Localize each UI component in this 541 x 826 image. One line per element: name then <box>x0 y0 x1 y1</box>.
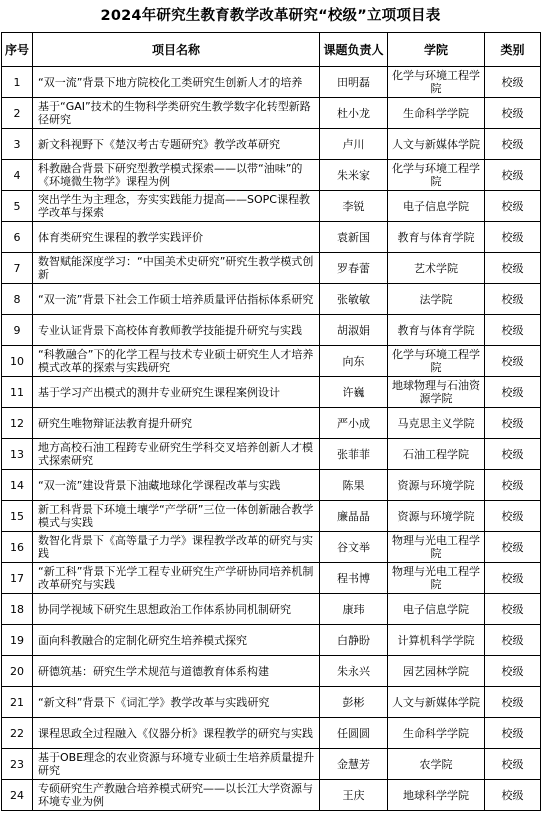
cell-leader: 金慧芳 <box>320 749 388 780</box>
cell-college: 地球科学学院 <box>388 780 485 811</box>
cell-project-name: 地方高校石油工程跨专业研究生学科交叉培养创新人才模式探索研究 <box>33 439 320 470</box>
cell-project-name: 专硕研究生产教融合培养模式研究——以长江大学资源与环境专业为例 <box>33 780 320 811</box>
cell-category: 校级 <box>485 284 541 315</box>
cell-category: 校级 <box>485 67 541 98</box>
table-row <box>2 470 541 501</box>
cell-college: 农学院 <box>388 749 485 780</box>
cell-college: 马克思主义学院 <box>388 408 485 439</box>
table-row <box>2 408 541 439</box>
table-row <box>2 222 541 253</box>
table-row <box>2 780 541 811</box>
header-num: 序号 <box>2 33 33 67</box>
cell-college: 生命科学学院 <box>388 98 485 129</box>
cell-project-name: 专业认证背景下高校体育教师教学技能提升研究与实践 <box>33 315 320 346</box>
cell-project-name: “新工科”背景下光学工程专业研究生产学研协同培养机制改革研究与实践 <box>33 563 320 594</box>
cell-category: 校级 <box>485 718 541 749</box>
cell-leader: 李锐 <box>320 191 388 222</box>
cell-project-name: 协同学视域下研究生思想政治工作体系协同机制研究 <box>33 594 320 625</box>
table-row <box>2 346 541 377</box>
cell-leader: 陈果 <box>320 470 388 501</box>
cell-leader: 袁新国 <box>320 222 388 253</box>
cell-category: 校级 <box>485 470 541 501</box>
cell-leader: 任圆圆 <box>320 718 388 749</box>
cell-leader: 彭彬 <box>320 687 388 718</box>
cell-college: 化学与环境工程学院 <box>388 67 485 98</box>
cell-college: 石油工程学院 <box>388 439 485 470</box>
cell-num: 9 <box>2 315 33 346</box>
cell-category: 校级 <box>485 346 541 377</box>
cell-college: 电子信息学院 <box>388 594 485 625</box>
cell-college: 资源与环境学院 <box>388 470 485 501</box>
cell-project-name: 新文科视野下《楚汉考古专题研究》教学改革研究 <box>33 129 320 160</box>
table-row <box>2 191 541 222</box>
cell-leader: 廉晶晶 <box>320 501 388 532</box>
cell-num: 15 <box>2 501 33 532</box>
cell-college: 艺术学院 <box>388 253 485 284</box>
cell-leader: 田明磊 <box>320 67 388 98</box>
table-body <box>2 67 541 811</box>
cell-project-name: 基于学习产出模式的测井专业研究生课程案例设计 <box>33 377 320 408</box>
cell-num: 21 <box>2 687 33 718</box>
cell-leader: 卢川 <box>320 129 388 160</box>
table-row <box>2 377 541 408</box>
cell-category: 校级 <box>485 253 541 284</box>
cell-project-name: 新工科背景下环境土壤学“产学研”三位一体创新融合教学模式与实践 <box>33 501 320 532</box>
project-table <box>1 32 541 811</box>
cell-num: 4 <box>2 160 33 191</box>
cell-num: 14 <box>2 470 33 501</box>
cell-college: 人文与新媒体学院 <box>388 129 485 160</box>
cell-num: 17 <box>2 563 33 594</box>
cell-num: 20 <box>2 656 33 687</box>
table-row <box>2 501 541 532</box>
cell-college: 生命科学学院 <box>388 718 485 749</box>
cell-category: 校级 <box>485 563 541 594</box>
cell-category: 校级 <box>485 532 541 563</box>
table-row <box>2 98 541 129</box>
cell-num: 12 <box>2 408 33 439</box>
cell-leader: 谷文举 <box>320 532 388 563</box>
cell-project-name: 数智赋能深度学习：“中国美术史研究”研究生教学模式创新 <box>33 253 320 284</box>
cell-college: 物理与光电工程学院 <box>388 532 485 563</box>
table-row <box>2 532 541 563</box>
table-row <box>2 594 541 625</box>
cell-category: 校级 <box>485 656 541 687</box>
cell-college: 园艺园林学院 <box>388 656 485 687</box>
table-row <box>2 315 541 346</box>
cell-category: 校级 <box>485 749 541 780</box>
cell-project-name: 面向科教融合的定制化研究生培养模式探究 <box>33 625 320 656</box>
header-name: 项目名称 <box>33 33 320 67</box>
cell-project-name: 数智化背景下《高等量子力学》课程教学改革的研究与实践 <box>33 532 320 563</box>
cell-project-name: 研究生唯物辩证法教育提升研究 <box>33 408 320 439</box>
cell-project-name: 课程思政全过程融入《仪器分析》课程教学的研究与实践 <box>33 718 320 749</box>
cell-project-name: “双一流”背景下社会工作硕士培养质量评估指标体系研究 <box>33 284 320 315</box>
cell-project-name: 体育类研究生课程的教学实践评价 <box>33 222 320 253</box>
cell-college: 教育与体育学院 <box>388 222 485 253</box>
cell-num: 22 <box>2 718 33 749</box>
cell-college: 电子信息学院 <box>388 191 485 222</box>
cell-num: 6 <box>2 222 33 253</box>
cell-leader: 白静盼 <box>320 625 388 656</box>
cell-num: 11 <box>2 377 33 408</box>
cell-leader: 杜小龙 <box>320 98 388 129</box>
cell-leader: 胡淑娟 <box>320 315 388 346</box>
cell-num: 13 <box>2 439 33 470</box>
cell-num: 18 <box>2 594 33 625</box>
table-row <box>2 253 541 284</box>
table-row <box>2 129 541 160</box>
table-row <box>2 625 541 656</box>
table-row <box>2 439 541 470</box>
cell-category: 校级 <box>485 315 541 346</box>
cell-project-name: “双一流”建设背景下油藏地球化学课程改革与实践 <box>33 470 320 501</box>
cell-leader: 张菲菲 <box>320 439 388 470</box>
cell-project-name: 基于“GAI”技术的生物科学类研究生教学数字化转型新路径研究 <box>33 98 320 129</box>
cell-leader: 朱米家 <box>320 160 388 191</box>
cell-num: 24 <box>2 780 33 811</box>
cell-category: 校级 <box>485 594 541 625</box>
table-row <box>2 67 541 98</box>
cell-num: 1 <box>2 67 33 98</box>
cell-college: 人文与新媒体学院 <box>388 687 485 718</box>
cell-leader: 罗春蕾 <box>320 253 388 284</box>
cell-college: 法学院 <box>388 284 485 315</box>
cell-category: 校级 <box>485 377 541 408</box>
cell-category: 校级 <box>485 408 541 439</box>
cell-leader: 严小成 <box>320 408 388 439</box>
cell-college: 计算机科学学院 <box>388 625 485 656</box>
cell-num: 3 <box>2 129 33 160</box>
cell-leader: 朱永兴 <box>320 656 388 687</box>
cell-project-name: 科教融合背景下研究型教学模式探索——以带“油味”的《环境微生物学》课程为例 <box>33 160 320 191</box>
cell-college: 教育与体育学院 <box>388 315 485 346</box>
cell-project-name: “新文科”背景下《词汇学》教学改革与实践研究 <box>33 687 320 718</box>
table-row <box>2 160 541 191</box>
cell-project-name: “双一流”背景下地方院校化工类研究生创新人才的培养 <box>33 67 320 98</box>
cell-category: 校级 <box>485 222 541 253</box>
table-row <box>2 718 541 749</box>
cell-project-name: 研德筑基：研究生学术规范与道德教育体系构建 <box>33 656 320 687</box>
cell-category: 校级 <box>485 780 541 811</box>
cell-num: 10 <box>2 346 33 377</box>
cell-project-name: 突出学生为主理念，夯实实践能力提高——SOPC课程教学改革与探索 <box>33 191 320 222</box>
cell-num: 5 <box>2 191 33 222</box>
table-row <box>2 284 541 315</box>
cell-leader: 程书博 <box>320 563 388 594</box>
header-college: 学院 <box>388 33 485 67</box>
table-row <box>2 656 541 687</box>
cell-category: 校级 <box>485 687 541 718</box>
cell-num: 19 <box>2 625 33 656</box>
cell-leader: 张敏敏 <box>320 284 388 315</box>
cell-category: 校级 <box>485 98 541 129</box>
cell-leader: 许巍 <box>320 377 388 408</box>
cell-num: 7 <box>2 253 33 284</box>
table-row <box>2 687 541 718</box>
cell-num: 23 <box>2 749 33 780</box>
cell-category: 校级 <box>485 129 541 160</box>
cell-num: 8 <box>2 284 33 315</box>
cell-project-name: 基于OBE理念的农业资源与环境专业硕士生培养质量提升研究 <box>33 749 320 780</box>
cell-college: 地球物理与石油资源学院 <box>388 377 485 408</box>
cell-leader: 向东 <box>320 346 388 377</box>
cell-category: 校级 <box>485 191 541 222</box>
table-row <box>2 563 541 594</box>
cell-college: 化学与环境工程学院 <box>388 346 485 377</box>
cell-leader: 康玮 <box>320 594 388 625</box>
header-category: 类别 <box>485 33 541 67</box>
cell-num: 2 <box>2 98 33 129</box>
cell-category: 校级 <box>485 501 541 532</box>
cell-category: 校级 <box>485 160 541 191</box>
table-row <box>2 749 541 780</box>
cell-category: 校级 <box>485 439 541 470</box>
cell-college: 化学与环境工程学院 <box>388 160 485 191</box>
cell-category: 校级 <box>485 625 541 656</box>
header-row <box>2 33 541 67</box>
cell-college: 物理与光电工程学院 <box>388 563 485 594</box>
header-leader: 课题负责人 <box>320 33 388 67</box>
cell-college: 资源与环境学院 <box>388 501 485 532</box>
cell-num: 16 <box>2 532 33 563</box>
table-title: 2024年研究生教育教学改革研究“校级”立项项目表 <box>100 8 441 24</box>
cell-project-name: “科教融合”下的化学工程与技术专业硕士研究生人才培养模式改革的探索与实践研究 <box>33 346 320 377</box>
cell-leader: 王庆 <box>320 780 388 811</box>
